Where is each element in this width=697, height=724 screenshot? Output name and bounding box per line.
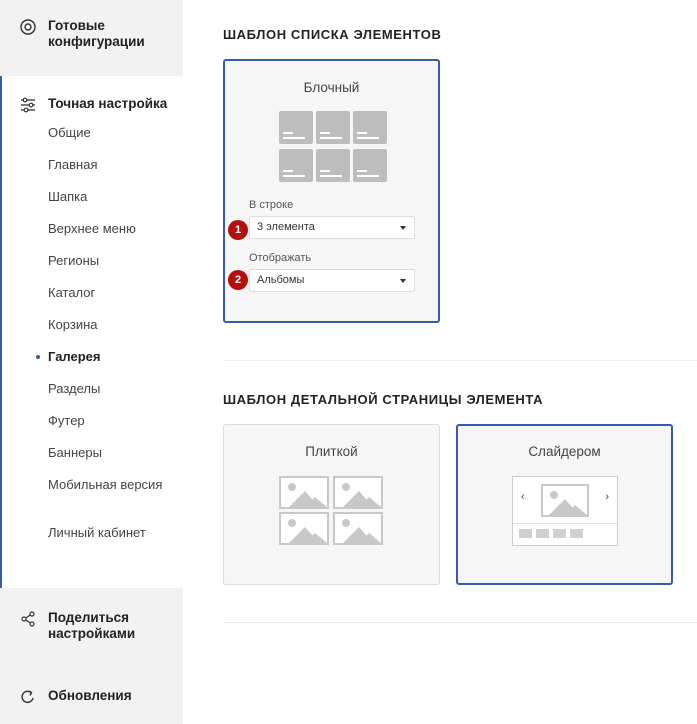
submenu-item-top-menu[interactable]: Верхнее меню [48, 221, 136, 236]
image-placeholder-icon [279, 476, 329, 509]
option-label: Плиткой [305, 444, 358, 459]
display-select[interactable] [249, 269, 415, 292]
share-icon [20, 611, 36, 627]
submenu-item-banners[interactable]: Баннеры [48, 445, 102, 460]
list-template-title: ШАБЛОН СПИСКА ЭЛЕМЕНТОВ [223, 27, 442, 42]
block-grid-preview-icon [279, 111, 387, 183]
option-label: Слайдером [528, 444, 601, 459]
sidebar-item-share[interactable] [0, 589, 183, 665]
sidebar-item-fine-tuning[interactable] [20, 96, 183, 113]
refresh-icon [20, 689, 36, 705]
dropdown-arrow-icon [400, 279, 406, 283]
chevron-left-icon: ‹ [521, 491, 525, 503]
divider [223, 360, 697, 361]
sidebar-item-label: Готовые конфигурации [48, 18, 145, 49]
sidebar-item-label: Поделиться настройками [48, 610, 136, 641]
template-option-tile[interactable] [223, 424, 440, 585]
template-option-slider[interactable] [456, 424, 673, 585]
sidebar-item-label: Точная настройка [48, 96, 168, 111]
submenu-item-general[interactable]: Общие [48, 125, 91, 140]
submenu-item-main[interactable]: Главная [48, 157, 98, 172]
submenu-item-sections[interactable]: Разделы [48, 381, 101, 396]
detail-template-title: ШАБЛОН ДЕТАЛЬНОЙ СТРАНИЦЫ ЭЛЕМЕНТА [223, 392, 544, 407]
sidebar-item-ready-configs[interactable] [0, 0, 183, 75]
submenu-item-footer[interactable]: Футер [48, 413, 85, 428]
submenu-item-cart[interactable]: Корзина [48, 317, 98, 332]
option-label: Блочный [303, 80, 360, 95]
sidebar-section-fine-tuning [0, 76, 183, 588]
config-icon [20, 19, 36, 35]
sidebar-item-label: Обновления [48, 688, 132, 703]
sidebar [0, 0, 183, 724]
image-placeholder-icon [541, 484, 589, 517]
submenu-item-header[interactable]: Шапка [48, 189, 88, 204]
display-label: Отображать [249, 252, 312, 264]
slider-preview-icon [512, 476, 618, 546]
submenu-item-catalog[interactable]: Каталог [48, 285, 96, 300]
sliders-icon [20, 97, 36, 113]
image-placeholder-icon [333, 476, 383, 509]
per-row-label: В строке [249, 199, 294, 211]
submenu-item-gallery[interactable]: Галерея [48, 349, 183, 381]
image-placeholder-icon [279, 512, 329, 545]
display-value: Альбомы [257, 274, 305, 286]
template-option-block[interactable] [223, 59, 440, 323]
per-row-value: 3 элемента [257, 221, 315, 233]
submenu-item-account[interactable]: Личный кабинет [48, 525, 146, 540]
settings-submenu [48, 125, 183, 557]
per-row-select[interactable] [249, 216, 415, 239]
submenu-item-mobile[interactable]: Мобильная версия [48, 477, 163, 492]
sidebar-item-updates[interactable] [0, 665, 183, 724]
annotation-marker-1: 1 [228, 220, 248, 240]
image-placeholder-icon [333, 512, 383, 545]
annotation-marker-2: 2 [228, 270, 248, 290]
divider [223, 622, 697, 623]
submenu-item-regions[interactable]: Регионы [48, 253, 100, 268]
thumbnail-strip [513, 523, 617, 546]
dropdown-arrow-icon [400, 226, 406, 230]
chevron-right-icon: › [605, 491, 609, 503]
